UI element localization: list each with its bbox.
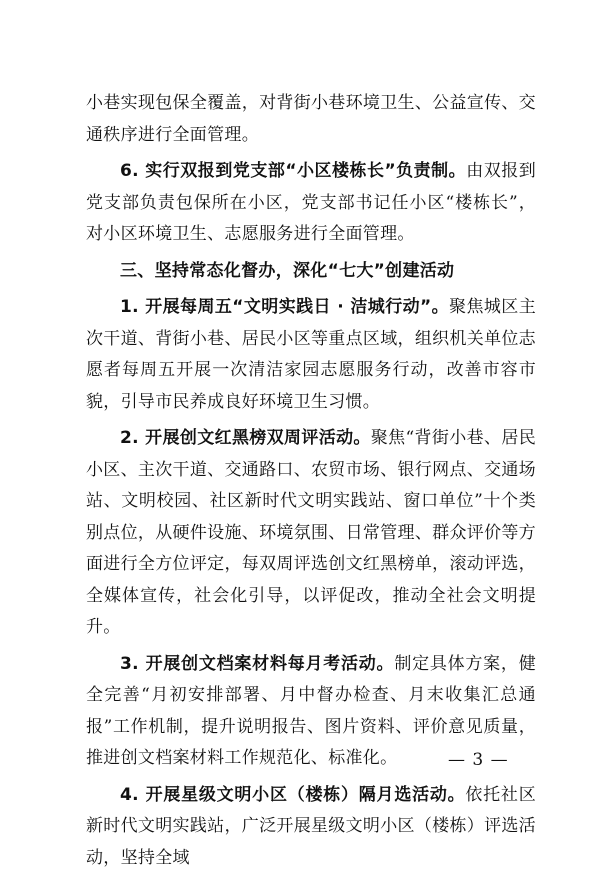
- list-item-1: [86, 292, 536, 418]
- item-body: 聚焦“背街小巷、居民小区、主次干道、交通路口、农贸市场、银行网点、交通场站、文明校园、社区新时代文明实践站、窗口单位”十个类别点位，从硬件设施、环境氛围、日常管理、群众评价等方面进行全方位评定，每双周评选创文红黑榜单，滚动评选，全媒体宣传，社会化引导，以评促改，推动全社会文明提升。: [86, 428, 536, 637]
- paragraph-body: 小巷实现包保全覆盖，对背街小巷环境卫生、公益宣传、交通秩序进行全面管理。: [86, 93, 536, 145]
- list-item-4: [86, 780, 536, 875]
- item-body: 依托社区新时代文明实践站，广泛开展星级文明小区（楼栋）评选活动，坚持全域: [86, 784, 536, 868]
- item-body: 聚焦城区主次干道、背街小巷、居民小区等重点区域，组织机关单位志愿者每周五开展一次清洁家园志愿服务行动，改善市容市貌，引导市民养成良好环境卫生习惯。: [86, 297, 537, 412]
- item-lead: 4. 开展星级文明小区（楼栋）隔月选活动。: [120, 784, 466, 805]
- item-body: 制定具体方案，健全完善“月初安排部署、月中督办检查、月末收集汇总通报”工作机制，提升说明报告、图片资料、评价意见质量，推进创文档案材料工作规范化、标准化。: [86, 653, 536, 768]
- item-lead: 2. 开展创文红黑榜双周评活动。: [120, 428, 371, 448]
- item-lead: 1. 开展每周五“文明实践日 · 洁城行动”。: [120, 297, 450, 317]
- paragraph-item-6: [86, 156, 536, 251]
- paragraph-body: 由双报到党支部负责包保所在小区，党支部书记任小区“楼栋长”，对小区环境卫生、志愿服务进行全面管理。: [86, 161, 536, 244]
- page-number: — 3 —: [448, 750, 509, 770]
- paragraph-continuation: [86, 88, 536, 151]
- paragraph-lead: 6. 实行双报到党支部“小区楼栋长”负责制。: [120, 161, 467, 181]
- section-heading: 三、坚持常态化督办，深化“七大”创建活动: [120, 260, 455, 281]
- list-item-2: [86, 423, 536, 644]
- item-lead: 3. 开展创文档案材料每月考活动。: [120, 653, 395, 674]
